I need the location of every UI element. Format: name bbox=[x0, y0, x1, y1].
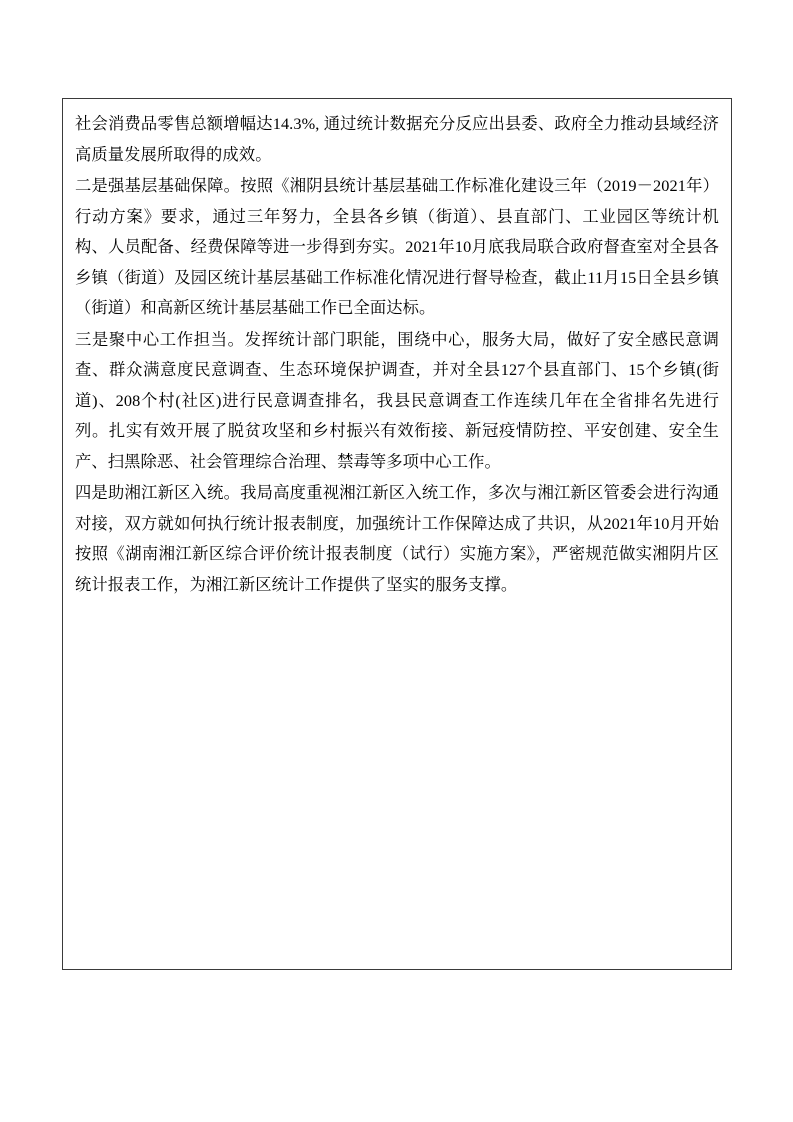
paragraph-4: 四是助湘江新区入统。我局高度重视湘江新区入统工作，多次与湘江新区管委会进行沟通对接，双方就如何执行统计报表制度，加强统计工作保障达成了共识，从2021年10月开始按照《湖南湘江新区综合评价统计报表制度（试行）实施方案》，严密规范做实湘阴片区统计报表工作，为湘江新区统计工作提供了坚实的服务支撑。 bbox=[75, 483, 719, 594]
paragraph-3: 三是聚中心工作担当。发挥统计部门职能，围绕中心，服务大局，做好了安全感民意调查、群众满意度民意调查、生态环境保护调查，并对全县127个县直部门、15个乡镇(街道)、208个村(社区)进行民意调查排名，我县民意调查工作连续几年在全省排名先进行列。扎实有效开展了脱贫攻坚和乡村振兴有效衔接、新冠疫情防控、平安创建、安全生产、扫黑除恶、社会管理综合治理、禁毒等多项中心工作。 bbox=[75, 329, 719, 471]
paragraph-1: 社会消费品零售总额增幅达14.3%, 通过统计数据充分反应出县委、政府全力推动县域经济高质量发展所取得的成效。 bbox=[75, 114, 719, 164]
paragraph-2: 二是强基层基础保障。按照《湘阴县统计基层基础工作标准化建设三年（2019－2021年）行动方案》要求，通过三年努力，全县各乡镇（街道）、县直部门、工业园区等统计机构、人员配备、经费保障等进一步得到夯实。2021年10月底我局联合政府督查室对全县各乡镇（街道）及园区统计基层基础工作标准化情况进行督导检查，截止11月15日全县乡镇（街道）和高新区统计基层基础工作已全面达标。 bbox=[75, 176, 719, 317]
document-body bbox=[63, 99, 731, 600]
document-content-frame bbox=[62, 98, 732, 970]
